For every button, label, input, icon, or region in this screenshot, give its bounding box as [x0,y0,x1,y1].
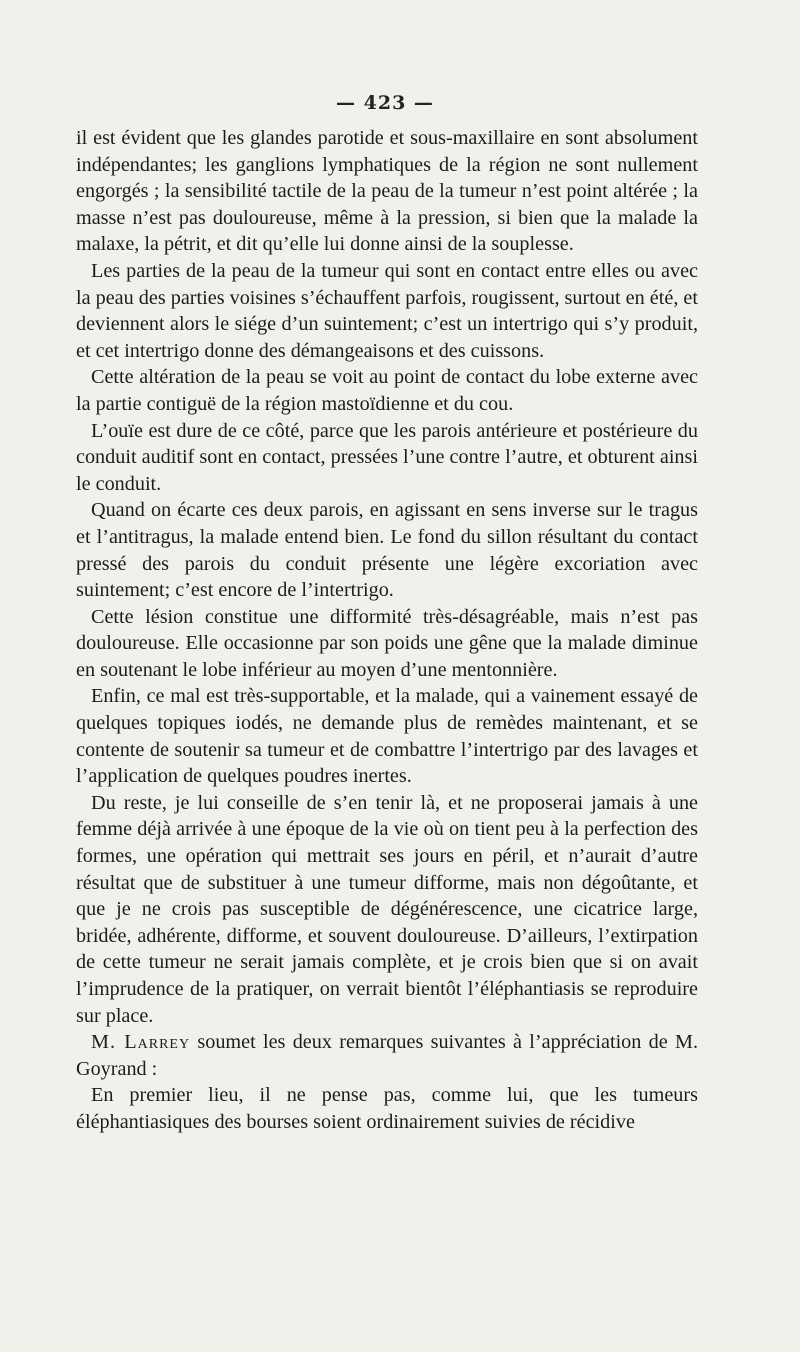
paragraph: il est évident que les glandes parotide et sous-maxillaire en sont absolument indépendantes; les ganglions lymphatiques de la région ne sont nullement engorgés ; la sensibilité tactile de la peau de la tumeur n’est point altérée ; la masse n’est pas douloureuse, même à la pression, si bien que la malade la malaxe, la pétrit, et dit qu’elle lui donne ainsi de la souplesse. [76,127,698,256]
speaker-text: soumet les deux remarques suivantes à l’appréciation de M. Goyrand : [76,1031,699,1080]
paragraph: Enfin, ce mal est très-supportable, et la malade, qui a vainement essayé de quelques topiques iodés, ne demande plus de remèdes maintenant, et se contente de soutenir sa tumeur et de combattre l’intertrigo par des lavages et l’application de quelques poudres inertes. [76,685,698,788]
paragraph: Quand on écarte ces deux parois, en agissant en sens inverse sur le tragus et l’antitragus, la malade entend bien. Le fond du sillon résultant du contact pressé des parois du conduit présente une légère excoriation avec suintement; c’est encore de l’intertrigo. [76,499,698,602]
paragraph: En premier lieu, il ne pense pas, comme lui, que les tumeurs éléphantiasiques des bourses soient ordinairement suivies de récidive [76,1084,698,1133]
paragraph: L’ouïe est dure de ce côté, parce que les parois antérieure et postérieure du conduit auditif sont en contact, pressées l’une contre l’autre, et obturent ainsi le conduit. [76,419,698,495]
paragraph: Cette lésion constitue une difformité très-désagréable, mais n’est pas douloureuse. Elle occasionne par son poids une gêne que la malade diminue en soutenant le lobe inférieur au moyen d’une mentonnière. [76,605,698,681]
body-text [76,125,698,1136]
paragraph: Les parties de la peau de la tumeur qui sont en contact entre elles ou avec la peau des parties voisines s’échauffent parfois, rougissent, surtout en été, et deviennent alors le siége d’un suintement; c’est un intertrigo qui s’y produit, et cet intertrigo donne des démangeaisons et des cuissons. [76,259,698,362]
paragraph: Du reste, je lui conseille de s’en tenir là, et ne proposerai jamais à une femme déjà arrivée à une époque de la vie où on tient peu à la perfection des formes, une opération qui mettrait ses jours en péril, et n’aurait d’autre résultat que de substituer à une tumeur difforme, mais non dégoûtante, et que je ne crois pas susceptible de dégénérescence, une cicatrice large, bridée, adhérente, difforme, et souvent douloureuse. D’ailleurs, l’extirpation de cette tumeur ne serait jamais complète, et je crois bien que si on avait l’imprudence de la pratiquer, on verrait bientôt l’éléphantiasis se reproduire sur place. [76,791,698,1027]
speaker-paragraph [76,1029,698,1082]
paragraph: Cette altération de la peau se voit au point de contact du lobe externe avec la partie contiguë de la région mastoïdienne et du cou. [76,366,698,415]
page-number: — 423 — [336,92,434,114]
speaker-name: M. Larrey [91,1031,191,1054]
